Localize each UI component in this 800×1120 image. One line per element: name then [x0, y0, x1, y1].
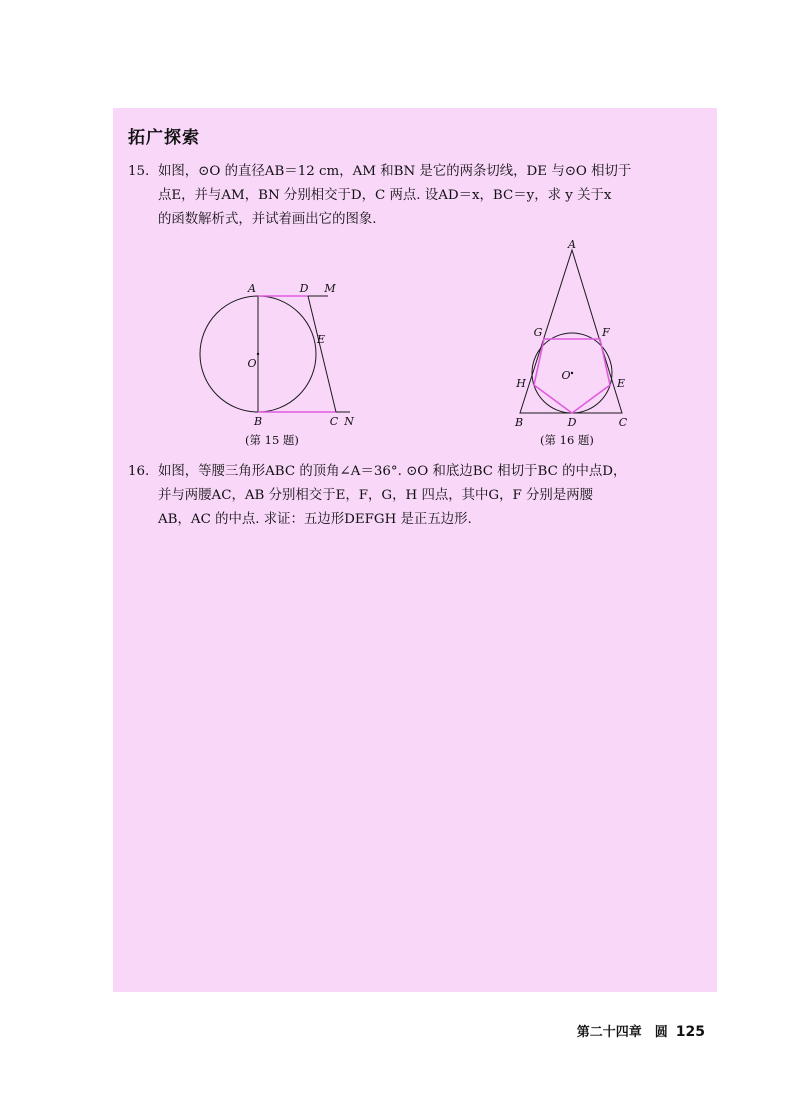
label-a: A	[568, 238, 576, 251]
figure-15-diagram	[190, 280, 370, 430]
label-o: O	[561, 369, 571, 382]
section-title: 拓广探索	[128, 128, 200, 148]
figure-15-caption: (第 15 题)	[245, 433, 299, 447]
problem-number: 15.	[128, 164, 150, 179]
label-c: C	[329, 415, 339, 428]
problem-16	[128, 460, 702, 532]
figure-16-caption: (第 16 题)	[540, 433, 594, 447]
label-a: A	[248, 282, 256, 295]
figure-15	[190, 280, 370, 430]
problem-text-line: 如图，等腰三角形ABC 的顶角∠A＝36°. ⊙O 和底边BC 相切于BC 的中点D，	[158, 464, 627, 479]
label-h: H	[516, 377, 526, 390]
label-c: C	[618, 416, 628, 429]
label-m: M	[324, 282, 336, 295]
problem-number: 16.	[128, 464, 150, 479]
figure-16-diagram	[505, 238, 640, 430]
label-e: E	[616, 377, 626, 390]
center-o-dot	[571, 372, 573, 374]
tangent-dc	[308, 296, 336, 412]
label-e: E	[316, 333, 326, 346]
label-n: N	[344, 415, 354, 428]
problem-text-line: 点E，并与AM，BN 分别相交于D，C 两点. 设AD＝x，BC＝y，求 y 关于x	[158, 188, 612, 203]
page-number: 125	[675, 1024, 705, 1040]
problem-text-line: 的函数解析式，并试着画出它的图象.	[158, 212, 377, 227]
label-b: B	[253, 415, 263, 428]
label-o: O	[247, 357, 257, 370]
problem-text-line: 并与两腰AC，AB 分别相交于E，F，G，H 四点，其中G，F 分别是两腰	[158, 488, 593, 503]
label-g: G	[533, 326, 543, 339]
label-d: D	[567, 416, 577, 429]
chapter-title: 第二十四章 圆	[576, 1025, 668, 1040]
problem-text-line: 如图，⊙O 的直径AB＝12 cm，AM 和BN 是它的两条切线，DE 与⊙O 相切于	[158, 164, 632, 179]
center-o-dot	[257, 353, 259, 355]
figure-16	[505, 238, 640, 430]
label-b: B	[514, 416, 524, 429]
pentagon-defgh	[534, 339, 610, 413]
label-d: D	[299, 282, 309, 295]
problem-text-line: AB，AC 的中点. 求证：五边形DEFGH 是正五边形.	[158, 512, 472, 527]
problem-15	[128, 160, 702, 232]
label-f: F	[602, 326, 610, 339]
page-footer	[577, 1021, 705, 1040]
